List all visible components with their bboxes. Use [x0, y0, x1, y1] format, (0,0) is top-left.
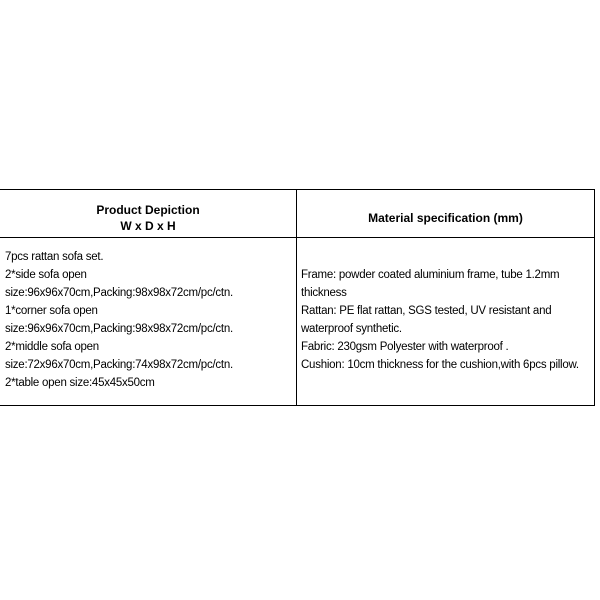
header-bottom-border [0, 237, 594, 238]
table-right-border [594, 189, 595, 406]
table-bottom-border [0, 405, 594, 406]
product-line: size:96x96x70cm,Packing:98x98x72cm/pc/ctn. [5, 323, 233, 335]
header-product-depiction [0, 202, 296, 234]
product-line: 2*table open size:45x45x50cm [5, 377, 155, 389]
product-line: 1*corner sofa open [5, 305, 98, 317]
header-material-specification: Material specification (mm) [368, 211, 523, 225]
material-line: Frame: powder coated aluminium frame, tube 1.2mm [301, 269, 560, 281]
product-line: size:96x96x70cm,Packing:98x98x72cm/pc/ctn. [5, 287, 233, 299]
material-line: Fabric: 230gsm Polyester with waterproof . [301, 341, 509, 353]
header-product-depiction-title: Product Depiction [96, 203, 200, 217]
product-depiction-cell [5, 248, 233, 392]
product-line: 2*side sofa open [5, 269, 87, 281]
table-top-border [0, 189, 594, 190]
material-specification-cell [301, 266, 579, 374]
material-line: thickness [301, 287, 347, 299]
product-line: size:72x96x70cm,Packing:74x98x72cm/pc/ctn. [5, 359, 233, 371]
header-dimensions-label: W x D x H [120, 219, 176, 233]
material-line: waterproof synthetic. [301, 323, 402, 335]
spec-table [0, 189, 600, 406]
product-line: 7pcs rattan sofa set. [5, 251, 104, 263]
product-line: 2*middle sofa open [5, 341, 99, 353]
material-line: Cushion: 10cm thickness for the cushion,with 6pcs pillow. [301, 359, 579, 371]
material-line: Rattan: PE flat rattan, SGS tested, UV resistant and [301, 305, 552, 317]
